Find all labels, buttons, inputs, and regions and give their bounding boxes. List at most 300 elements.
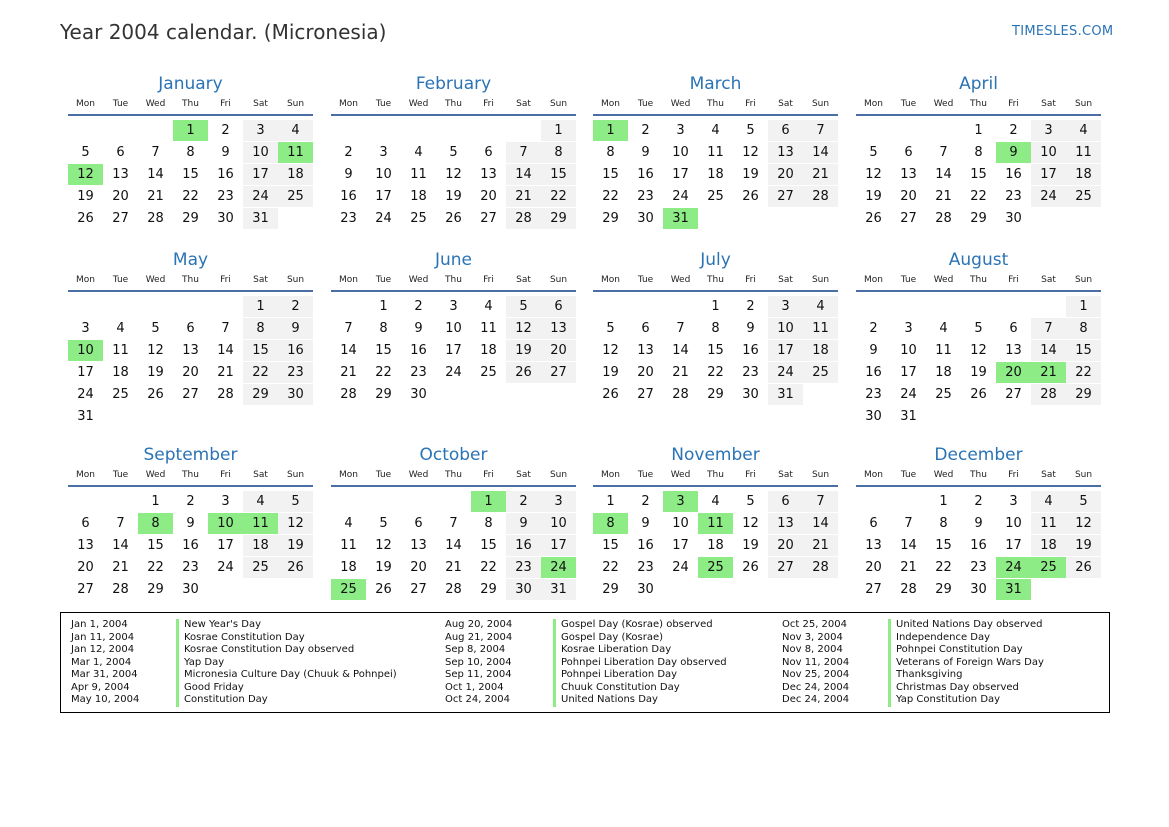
day-cell: 20: [182, 365, 199, 380]
week-row: [856, 340, 1101, 361]
day-cell: 14: [112, 538, 129, 553]
day-cell: 14: [803, 513, 838, 534]
weeks: [593, 491, 838, 600]
weekday-label: Fri: [483, 275, 494, 285]
day-cell: 12: [1066, 513, 1101, 534]
day-cell: 5: [506, 296, 541, 317]
weekday-label: Mon: [864, 275, 883, 285]
legend-holiday-name: Gospel Day (Kosrae) observed: [561, 619, 713, 630]
weeks: [68, 491, 313, 600]
empty-cell: [103, 491, 138, 512]
day-cell: 18: [707, 167, 724, 182]
month-name: January: [158, 74, 223, 94]
day-cell: 22: [935, 560, 952, 575]
weekday-label: Fri: [1008, 470, 1019, 480]
week-row: [68, 340, 313, 361]
day-cell: 10: [1031, 142, 1066, 163]
legend-date: Jan 1, 2004: [71, 619, 128, 630]
day-cell: 14: [803, 142, 838, 163]
day-cell: 25: [112, 387, 129, 402]
empty-cell: [401, 120, 436, 141]
week-row: [331, 535, 576, 556]
week-row: [331, 164, 576, 185]
day-cell: 30: [637, 582, 654, 597]
weekday-label: Sun: [549, 99, 568, 109]
day-cell: 6: [641, 321, 650, 336]
empty-cell: [173, 296, 208, 317]
weekday-label: Wed: [408, 275, 429, 285]
weeks: [331, 296, 576, 405]
empty-cell: [926, 406, 961, 427]
day-cell: 27: [182, 387, 199, 402]
day-cell: 2: [1009, 123, 1018, 138]
day-cell: 4: [711, 494, 720, 509]
day-cell: 28: [803, 557, 838, 578]
weekday-label: Tue: [112, 99, 129, 109]
day-cell: 29: [375, 387, 392, 402]
empty-cell: [961, 406, 996, 427]
empty-cell: [628, 296, 663, 317]
day-cell: 25: [331, 579, 366, 600]
weekday-label: Thu: [445, 470, 462, 480]
day-cell: 6: [904, 145, 913, 160]
weekday-label: Tue: [637, 470, 654, 480]
day-cell: 16: [865, 365, 882, 380]
day-cell: 6: [116, 145, 125, 160]
week-row: [593, 491, 838, 512]
month-september: [68, 444, 313, 601]
legend-marker: [176, 644, 179, 657]
day-cell: 8: [379, 321, 388, 336]
day-cell: 5: [869, 145, 878, 160]
day-cell: 9: [974, 516, 983, 531]
day-cell: 21: [445, 560, 462, 575]
day-cell: 23: [278, 362, 313, 383]
legend-date: Nov 25, 2004: [782, 669, 850, 680]
week-row: [593, 384, 838, 405]
day-cell: 28: [803, 186, 838, 207]
weekday-label: Tue: [112, 275, 129, 285]
week-row: [68, 142, 313, 163]
day-cell: 4: [484, 299, 493, 314]
empty-cell: [331, 296, 366, 317]
day-cell: 2: [641, 494, 650, 509]
day-cell: 29: [602, 211, 619, 226]
empty-cell: [856, 120, 891, 141]
day-cell: 11: [707, 145, 724, 160]
day-cell: 4: [414, 145, 423, 160]
empty-cell: [1031, 296, 1066, 317]
day-cell: 29: [541, 208, 576, 229]
weekday-label: Thu: [707, 470, 724, 480]
weekday-label: Sat: [516, 470, 531, 480]
weekday-label: Sun: [811, 275, 830, 285]
day-cell: 18: [1031, 535, 1066, 556]
day-cell: 19: [278, 535, 313, 556]
day-cell: 3: [221, 494, 230, 509]
empty-cell: [663, 579, 698, 600]
empty-cell: [803, 579, 838, 600]
legend-marker: [888, 619, 891, 632]
month-name: May: [172, 250, 209, 270]
day-cell: 4: [278, 120, 313, 141]
day-cell: 18: [935, 365, 952, 380]
weekday-label: Fri: [745, 470, 756, 480]
legend-date: Dec 24, 2004: [782, 694, 850, 705]
holiday-legend: [60, 612, 1110, 713]
day-cell: 9: [746, 321, 755, 336]
legend-marker: [176, 669, 179, 682]
day-cell: 31: [243, 208, 278, 229]
day-cell: 26: [445, 211, 462, 226]
weekday-label: Tue: [375, 275, 392, 285]
weekday-label: Thu: [707, 99, 724, 109]
empty-cell: [506, 384, 541, 405]
day-cell: 4: [1031, 491, 1066, 512]
day-cell: 20: [410, 560, 427, 575]
month-name: December: [934, 445, 1023, 465]
day-cell: 2: [278, 296, 313, 317]
day-cell: 17: [445, 343, 462, 358]
day-cell: 19: [970, 365, 987, 380]
legend-holiday-name: United Nations Day observed: [896, 619, 1043, 630]
day-cell: 29: [243, 384, 278, 405]
day-cell: 26: [742, 560, 759, 575]
day-cell: 27: [637, 387, 654, 402]
day-cell: 14: [147, 167, 164, 182]
weekday-label: Fri: [483, 99, 494, 109]
empty-cell: [366, 491, 401, 512]
legend-date: Oct 24, 2004: [445, 694, 510, 705]
empty-cell: [208, 579, 243, 600]
month-name: July: [700, 250, 731, 270]
day-cell: 9: [506, 513, 541, 534]
week-row: [331, 186, 576, 207]
day-cell: 8: [138, 513, 173, 534]
legend-holiday-name: Kosrae Liberation Day: [561, 644, 672, 655]
month-november: [593, 444, 838, 601]
empty-cell: [243, 579, 278, 600]
day-cell: 20: [480, 189, 497, 204]
day-cell: 8: [1066, 318, 1101, 339]
day-cell: 21: [217, 365, 234, 380]
week-row: [856, 491, 1101, 512]
day-cell: 1: [173, 120, 208, 141]
legend-date: Nov 8, 2004: [782, 644, 843, 655]
weekday-label: Fri: [1008, 99, 1019, 109]
month-june: [331, 249, 576, 406]
day-cell: 13: [182, 343, 199, 358]
day-cell: 21: [900, 560, 917, 575]
day-cell: 18: [112, 365, 129, 380]
day-cell: 22: [1066, 362, 1101, 383]
day-cell: 23: [970, 560, 987, 575]
weekday-label: Wed: [933, 99, 954, 109]
week-row: [856, 579, 1101, 600]
weekday-header: [593, 96, 838, 116]
weekday-label: Thu: [707, 275, 724, 285]
weekday-label: Mon: [76, 470, 95, 480]
day-cell: 13: [1005, 343, 1022, 358]
legend-marker: [553, 644, 556, 657]
day-cell: 5: [606, 321, 615, 336]
legend-holiday-name: Independence Day: [896, 631, 991, 643]
day-cell: 21: [1031, 362, 1066, 383]
week-row: [68, 186, 313, 207]
legend-marker: [553, 619, 556, 632]
day-cell: 9: [414, 321, 423, 336]
weekday-header: [331, 272, 576, 292]
legend-holiday-name: Pohnpei Constitution Day: [896, 644, 1023, 655]
day-cell: 28: [112, 582, 129, 597]
legend-marker: [888, 694, 891, 707]
day-cell: 31: [77, 409, 94, 424]
week-row: [856, 164, 1101, 185]
week-row: [68, 208, 313, 229]
page-title: Year 2004 calendar. (Micronesia): [60, 20, 387, 44]
day-cell: 19: [77, 189, 94, 204]
day-cell: 7: [676, 321, 685, 336]
day-cell: 14: [217, 343, 234, 358]
day-cell: 17: [541, 535, 576, 556]
day-cell: 2: [344, 145, 353, 160]
weekday-header: [856, 467, 1101, 487]
day-cell: 9: [221, 145, 230, 160]
weekday-label: Sun: [1074, 470, 1093, 480]
day-cell: 26: [742, 189, 759, 204]
day-cell: 24: [375, 211, 392, 226]
day-cell: 5: [1066, 491, 1101, 512]
day-cell: 22: [970, 189, 987, 204]
legend-holiday-name: Pohnpei Liberation Day: [561, 669, 678, 680]
site-link[interactable]: TIMESLES.COM: [1012, 24, 1114, 39]
day-cell: 23: [410, 365, 427, 380]
weekday-label: Mon: [864, 99, 883, 109]
month-name: June: [434, 250, 473, 270]
day-cell: 18: [803, 340, 838, 361]
day-cell: 1: [243, 296, 278, 317]
empty-cell: [856, 296, 891, 317]
empty-cell: [278, 579, 313, 600]
day-cell: 15: [147, 538, 164, 553]
empty-cell: [891, 120, 926, 141]
legend-holiday-name: United Nations Day: [561, 694, 658, 705]
weekday-label: Mon: [76, 99, 95, 109]
empty-cell: [68, 120, 103, 141]
empty-cell: [278, 208, 313, 229]
week-row: [68, 406, 313, 427]
day-cell: 10: [68, 340, 103, 361]
weekday-label: Mon: [601, 99, 620, 109]
day-cell: 4: [344, 516, 353, 531]
month-name: September: [143, 445, 238, 465]
day-cell: 7: [116, 516, 125, 531]
day-cell: 18: [707, 538, 724, 553]
day-cell: 17: [1031, 164, 1066, 185]
day-cell: 16: [742, 343, 759, 358]
day-cell: 4: [711, 123, 720, 138]
day-cell: 26: [1066, 557, 1101, 578]
day-cell: 30: [970, 582, 987, 597]
day-cell: 15: [243, 340, 278, 361]
week-row: [331, 491, 576, 512]
day-cell: 28: [900, 582, 917, 597]
legend-marker: [176, 619, 179, 632]
day-cell: 12: [68, 164, 103, 185]
day-cell: 30: [217, 211, 234, 226]
month-name: February: [415, 74, 492, 94]
weekday-label: Tue: [112, 470, 129, 480]
week-row: [331, 579, 576, 600]
week-row: [331, 120, 576, 141]
day-cell: 23: [865, 387, 882, 402]
day-cell: 23: [506, 557, 541, 578]
weekday-label: Sun: [811, 99, 830, 109]
weeks: [331, 491, 576, 600]
empty-cell: [138, 120, 173, 141]
empty-cell: [401, 491, 436, 512]
day-cell: 5: [379, 516, 388, 531]
weeks: [68, 296, 313, 427]
weekday-header: [856, 272, 1101, 292]
week-row: [68, 384, 313, 405]
day-cell: 30: [506, 579, 541, 600]
empty-cell: [663, 296, 698, 317]
day-cell: 17: [375, 189, 392, 204]
empty-cell: [103, 406, 138, 427]
weekday-label: Sun: [286, 275, 305, 285]
day-cell: 14: [935, 167, 952, 182]
empty-cell: [996, 296, 1031, 317]
day-cell: 23: [637, 189, 654, 204]
weekday-label: Thu: [445, 99, 462, 109]
day-cell: 29: [935, 582, 952, 597]
day-cell: 8: [186, 145, 195, 160]
day-cell: 21: [803, 164, 838, 185]
day-cell: 31: [768, 384, 803, 405]
day-cell: 12: [375, 538, 392, 553]
weeks: [593, 120, 838, 229]
legend-holiday-name: Good Friday: [184, 681, 244, 693]
legend-marker: [888, 644, 891, 657]
day-cell: 27: [480, 211, 497, 226]
day-cell: 29: [182, 211, 199, 226]
day-cell: 9: [869, 343, 878, 358]
day-cell: 20: [900, 189, 917, 204]
day-cell: 12: [506, 318, 541, 339]
weekday-label: Wed: [145, 275, 166, 285]
day-cell: 11: [1031, 513, 1066, 534]
day-cell: 3: [243, 120, 278, 141]
day-cell: 29: [147, 582, 164, 597]
week-row: [593, 208, 838, 229]
day-cell: 31: [663, 208, 698, 229]
week-row: [856, 120, 1101, 141]
month-name: March: [689, 74, 742, 94]
legend-marker: [553, 632, 556, 645]
day-cell: 8: [974, 145, 983, 160]
day-cell: 18: [340, 560, 357, 575]
day-cell: 1: [471, 491, 506, 512]
legend-holiday-name: Pohnpei Liberation Day observed: [561, 656, 727, 668]
weekday-header: [856, 96, 1101, 116]
day-cell: 2: [506, 491, 541, 512]
week-row: [68, 362, 313, 383]
weekday-label: Fri: [745, 99, 756, 109]
empty-cell: [103, 120, 138, 141]
day-cell: 8: [606, 145, 615, 160]
month-may: [68, 249, 313, 428]
day-cell: 20: [768, 164, 803, 185]
day-cell: 13: [480, 167, 497, 182]
day-cell: 8: [593, 513, 628, 534]
day-cell: 10: [672, 145, 689, 160]
day-cell: 16: [506, 535, 541, 556]
day-cell: 27: [541, 362, 576, 383]
empty-cell: [926, 296, 961, 317]
day-cell: 22: [182, 189, 199, 204]
day-cell: 23: [217, 189, 234, 204]
empty-cell: [173, 406, 208, 427]
day-cell: 4: [116, 321, 125, 336]
day-cell: 21: [147, 189, 164, 204]
day-cell: 5: [151, 321, 160, 336]
empty-cell: [1031, 579, 1066, 600]
weekday-label: Sat: [778, 275, 793, 285]
weekday-label: Sat: [778, 99, 793, 109]
week-row: [593, 340, 838, 361]
day-cell: 22: [480, 560, 497, 575]
day-cell: 5: [278, 491, 313, 512]
day-cell: 17: [243, 164, 278, 185]
day-cell: 17: [217, 538, 234, 553]
day-cell: 11: [410, 167, 427, 182]
day-cell: 13: [768, 513, 803, 534]
empty-cell: [436, 120, 471, 141]
empty-cell: [208, 296, 243, 317]
day-cell: 15: [182, 167, 199, 182]
weekday-label: Tue: [375, 99, 392, 109]
day-cell: 13: [637, 343, 654, 358]
day-cell: 26: [506, 362, 541, 383]
day-cell: 8: [484, 516, 493, 531]
legend-marker: [553, 682, 556, 695]
day-cell: 25: [707, 189, 724, 204]
empty-cell: [891, 296, 926, 317]
day-cell: 27: [768, 186, 803, 207]
day-cell: 28: [445, 582, 462, 597]
empty-cell: [436, 384, 471, 405]
day-cell: 6: [186, 321, 195, 336]
day-cell: 1: [151, 494, 160, 509]
day-cell: 21: [506, 186, 541, 207]
day-cell: 10: [375, 167, 392, 182]
day-cell: 11: [112, 343, 129, 358]
week-row: [68, 164, 313, 185]
empty-cell: [506, 120, 541, 141]
week-row: [856, 142, 1101, 163]
day-cell: 13: [112, 167, 129, 182]
day-cell: 28: [506, 208, 541, 229]
legend-marker: [888, 657, 891, 670]
day-cell: 10: [768, 318, 803, 339]
day-cell: 22: [602, 560, 619, 575]
empty-cell: [593, 296, 628, 317]
week-row: [68, 296, 313, 317]
day-cell: 19: [375, 560, 392, 575]
day-cell: 10: [672, 516, 689, 531]
weekday-label: Wed: [670, 275, 691, 285]
